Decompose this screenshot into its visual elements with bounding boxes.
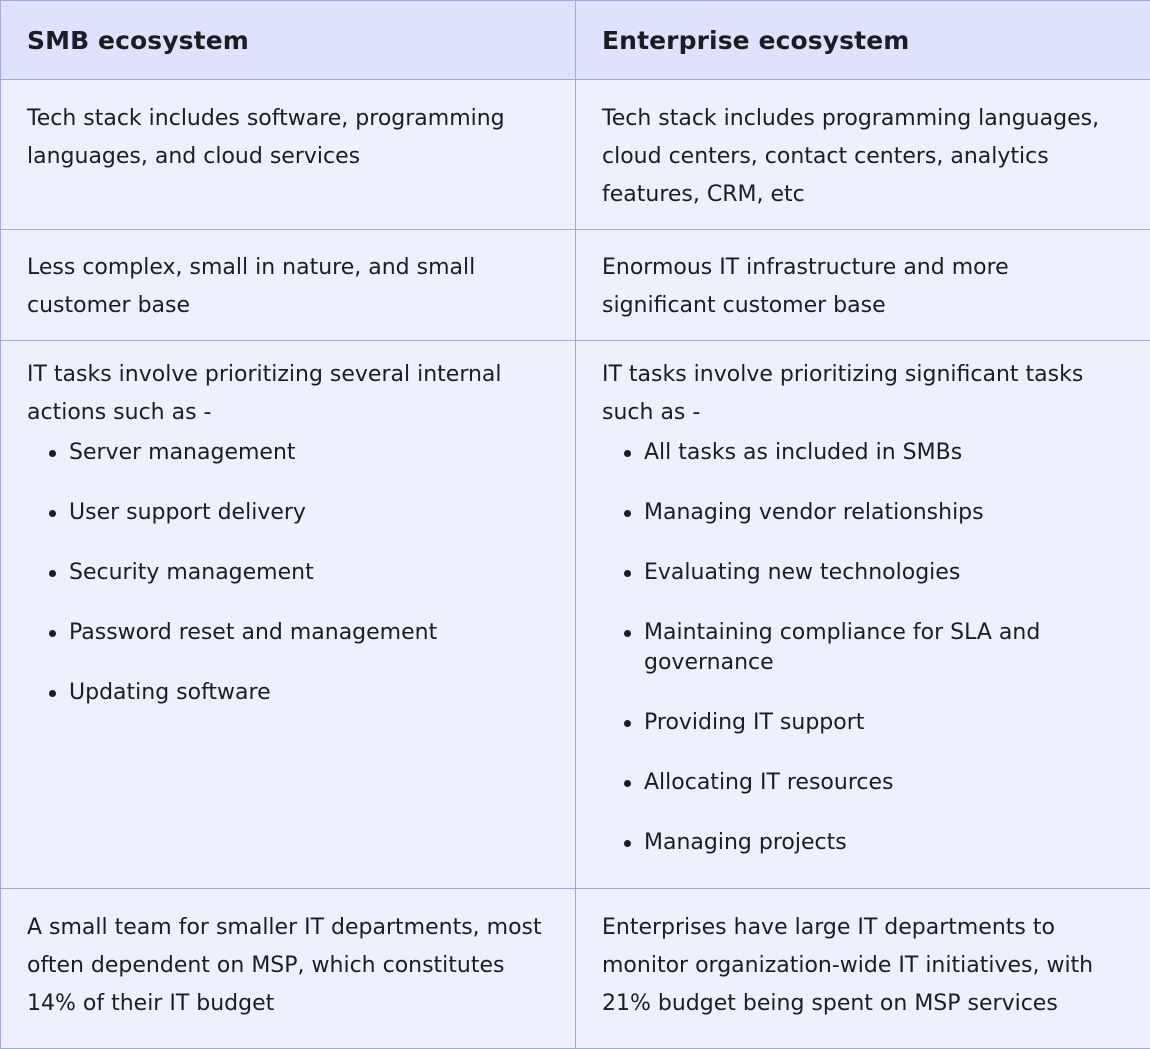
enterprise-team-text: Enterprises have large IT departments to monitor organization-wide IT initiatives, with 21% budget being spent on MSP services [602, 909, 1124, 1023]
smb-cell [1, 341, 576, 889]
enterprise-complexity-text: Enormous IT infrastructure and more significant customer base [602, 249, 1124, 325]
list-item: Providing IT support [622, 708, 1124, 738]
list-item: Updating software [47, 678, 549, 708]
list-item: Server management [47, 438, 549, 468]
smb-task-list [27, 438, 549, 708]
enterprise-cell [576, 889, 1150, 1049]
table-row [1, 341, 1150, 889]
enterprise-tasks-intro: IT tasks involve prioritizing significant tasks such as - [602, 356, 1124, 432]
list-item: Password reset and management [47, 618, 549, 648]
table-row [1, 889, 1150, 1049]
enterprise-tech-stack-text: Tech stack includes programming languages, cloud centers, contact centers, analytics features, CRM, etc [602, 100, 1124, 214]
smb-cell [1, 230, 576, 341]
enterprise-cell [576, 230, 1150, 341]
list-item: All tasks as included in SMBs [622, 438, 1124, 468]
enterprise-task-list [602, 438, 1124, 858]
list-item: User support delivery [47, 498, 549, 528]
table-row [1, 80, 1150, 230]
header-enterprise: Enterprise ecosystem [576, 1, 1150, 80]
smb-tasks-intro: IT tasks involve prioritizing several internal actions such as - [27, 356, 549, 432]
list-item: Managing vendor relationships [622, 498, 1124, 528]
smb-tech-stack-text: Tech stack includes software, programming languages, and cloud services [27, 100, 549, 176]
smb-cell [1, 889, 576, 1049]
list-item: Allocating IT resources [622, 768, 1124, 798]
enterprise-cell [576, 80, 1150, 230]
smb-cell [1, 80, 576, 230]
list-item: Maintaining compliance for SLA and governance [622, 618, 1124, 678]
list-item: Managing projects [622, 828, 1124, 858]
header-row [1, 1, 1150, 80]
smb-complexity-text: Less complex, small in nature, and small customer base [27, 249, 549, 325]
table-row [1, 230, 1150, 341]
list-item: Evaluating new technologies [622, 558, 1124, 588]
enterprise-cell [576, 341, 1150, 889]
header-smb: SMB ecosystem [1, 1, 576, 80]
list-item: Security management [47, 558, 549, 588]
smb-team-text: A small team for smaller IT departments, most often dependent on MSP, which constitutes 14% of their IT budget [27, 909, 549, 1023]
